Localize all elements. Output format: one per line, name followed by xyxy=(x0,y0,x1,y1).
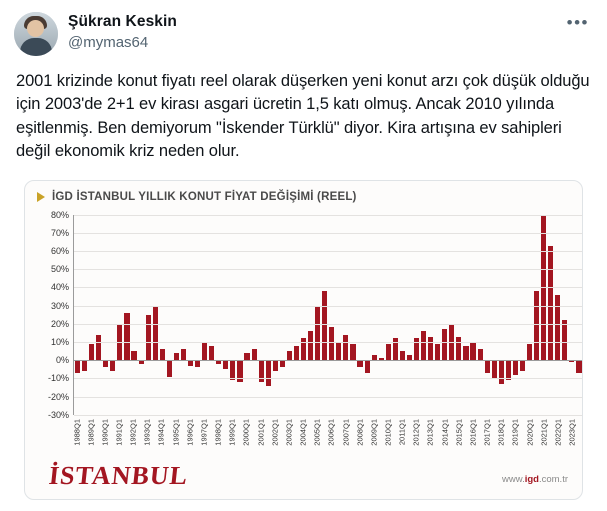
chart-bar xyxy=(322,291,327,360)
x-tick-label: 2021Q1 xyxy=(539,418,549,446)
x-tick-label: 2005Q1 xyxy=(312,418,322,446)
gridline xyxy=(74,215,583,216)
x-tick-label: 2002Q1 xyxy=(270,418,280,446)
y-tick-label: 50% xyxy=(50,264,69,275)
x-tick-label: 2016Q1 xyxy=(468,418,478,446)
chart-bar-column xyxy=(102,215,109,415)
chart-bar xyxy=(294,346,299,361)
x-tick-label: 2015Q1 xyxy=(454,418,464,446)
chart-bar-column xyxy=(272,215,279,415)
chart-bar-column xyxy=(88,215,95,415)
gridline xyxy=(74,415,583,416)
url-prefix: www. xyxy=(502,473,525,485)
chart-bar-column xyxy=(314,215,321,415)
x-tick-column xyxy=(158,417,165,465)
chart-bar xyxy=(230,360,235,380)
x-tick-label: 2012Q1 xyxy=(411,418,421,446)
chart-bar-column xyxy=(561,215,568,415)
chart-title-row xyxy=(37,191,570,203)
x-tick-label: 2019Q1 xyxy=(510,418,520,446)
x-tick-column xyxy=(101,417,108,465)
gridline xyxy=(74,324,583,325)
x-axis-labels xyxy=(73,417,583,465)
chart-bar xyxy=(527,344,532,360)
x-tick-column xyxy=(498,417,505,465)
chart-bar-column xyxy=(131,215,138,415)
chart-bar-column xyxy=(491,215,498,415)
chart-bar-column xyxy=(392,215,399,415)
gridline xyxy=(74,306,583,307)
x-tick-column xyxy=(229,417,236,465)
chart-bar xyxy=(315,306,320,361)
x-tick-label: 1999Q1 xyxy=(227,418,237,446)
chart-bar xyxy=(103,360,108,367)
y-tick-label: 10% xyxy=(50,336,69,347)
chart-title: İGD İSTANBUL YILLIK KONUT FİYAT DEĞİŞİMİ (REEL) xyxy=(52,190,357,203)
y-tick-label: 40% xyxy=(50,282,69,293)
x-tick-label: 2009Q1 xyxy=(369,418,379,446)
x-tick-label: 1996Q1 xyxy=(185,418,195,446)
chart-bar xyxy=(75,360,80,373)
x-tick-column xyxy=(526,417,533,465)
avatar[interactable] xyxy=(14,12,58,56)
chart-bar-column xyxy=(470,215,477,415)
x-tick-column xyxy=(115,417,122,465)
x-tick-column xyxy=(314,417,321,465)
chart-gridlines xyxy=(73,215,583,415)
x-tick-column xyxy=(200,417,207,465)
chart-bar-column xyxy=(434,215,441,415)
chart-bar-column xyxy=(441,215,448,415)
x-tick-label: 2010Q1 xyxy=(383,418,393,446)
chart-bar xyxy=(576,360,581,373)
triangle-marker-icon xyxy=(37,192,45,202)
chart-bar-column xyxy=(357,215,364,415)
x-tick-column xyxy=(285,417,292,465)
chart-bar xyxy=(506,360,511,380)
x-tick-column xyxy=(512,417,519,465)
x-tick-column xyxy=(172,417,179,465)
x-tick-column xyxy=(342,417,349,465)
x-tick-column xyxy=(215,417,222,465)
chart-bar xyxy=(492,360,497,378)
x-tick-label: 2000Q1 xyxy=(241,418,251,446)
y-tick-label: 60% xyxy=(50,246,69,257)
chart-bar-column xyxy=(342,215,349,415)
gridline xyxy=(74,287,583,288)
y-tick-label: 30% xyxy=(50,300,69,311)
avatar-face xyxy=(27,20,44,37)
gridline xyxy=(74,397,583,398)
chart-bar-column xyxy=(505,215,512,415)
x-tick-label: 2022Q1 xyxy=(553,418,563,446)
chart-bar xyxy=(202,342,207,360)
display-name[interactable]: Şükran Keskin xyxy=(68,13,177,30)
y-tick-label: -20% xyxy=(47,391,69,402)
y-tick-label: 0% xyxy=(55,355,69,366)
chart-bar-column xyxy=(519,215,526,415)
x-tick-label: 1991Q1 xyxy=(114,418,124,446)
chart-bar-column xyxy=(222,215,229,415)
x-tick-column xyxy=(73,417,80,465)
x-tick-column xyxy=(87,417,94,465)
gridline xyxy=(74,378,583,379)
chart-bar-column xyxy=(81,215,88,415)
x-tick-column xyxy=(576,417,583,465)
chart-bar-column xyxy=(512,215,519,415)
gridline xyxy=(74,269,583,270)
x-tick-column xyxy=(540,417,547,465)
chart-bar-column xyxy=(95,215,102,415)
avatar-body xyxy=(20,38,52,56)
chart-bar xyxy=(442,329,447,360)
x-tick-label: 1998Q1 xyxy=(213,418,223,446)
chart-bar-column xyxy=(265,215,272,415)
chart-bar-column xyxy=(194,215,201,415)
chart-bar-column xyxy=(286,215,293,415)
chart-bar xyxy=(534,291,539,360)
x-tick-label: 2017Q1 xyxy=(482,418,492,446)
chart-bar-column xyxy=(145,215,152,415)
chart-bar-column xyxy=(540,215,547,415)
chart-bar xyxy=(428,337,433,361)
x-tick-column xyxy=(300,417,307,465)
x-tick-label: 1997Q1 xyxy=(199,418,209,446)
x-tick-column xyxy=(399,417,406,465)
chart-bar-column xyxy=(236,215,243,415)
chart-bar xyxy=(343,335,348,360)
y-tick-label: 80% xyxy=(50,209,69,220)
y-tick-label: -10% xyxy=(47,373,69,384)
x-tick-column xyxy=(130,417,137,465)
chart-bar-column xyxy=(477,215,484,415)
chart-bar xyxy=(478,349,483,360)
chart-bar xyxy=(520,360,525,371)
tweet-text: 2001 krizinde konut fiyatı reel olarak düşerken yeni konut arzı çok düşük olduğu için 2003'de 2+1 ev kirası asgari ücretin 1,5 katı olmuş. Ancak 2010 yılında eşitlenmiş. Ben demiyorum "İskender Türklü" diyor. Kira artışına ev sahipleri değil ekonomik kriz neden olur. xyxy=(16,72,590,161)
chart-bar-column xyxy=(349,215,356,415)
x-tick-label: 1989Q1 xyxy=(86,418,96,446)
chart-bar-column xyxy=(251,215,258,415)
chart-bar-column xyxy=(215,215,222,415)
chart-bar xyxy=(421,331,426,360)
chart-bar-column xyxy=(201,215,208,415)
y-tick-label: -30% xyxy=(47,409,69,420)
chart-bar-column xyxy=(152,215,159,415)
x-tick-column xyxy=(441,417,448,465)
chart-bar-column xyxy=(328,215,335,415)
more-options-icon[interactable]: ••• xyxy=(566,13,589,32)
y-axis-labels xyxy=(37,209,71,420)
chart-bar xyxy=(273,360,278,371)
chart-bar xyxy=(223,360,228,369)
x-tick-label: 1988Q1 xyxy=(72,418,82,446)
chart-bar xyxy=(287,351,292,360)
chart-bar xyxy=(485,360,490,373)
chart-plot-area xyxy=(37,209,583,451)
chart-bar xyxy=(280,360,285,367)
chart-bar-column xyxy=(448,215,455,415)
chart-bar xyxy=(110,360,115,371)
chart-bar xyxy=(96,335,101,360)
chart-bar-column xyxy=(293,215,300,415)
chart-bar-column xyxy=(159,215,166,415)
chart-bar-column xyxy=(547,215,554,415)
x-tick-label: 1990Q1 xyxy=(100,418,110,446)
chart-bar xyxy=(329,327,334,360)
chart-bar-column xyxy=(364,215,371,415)
x-tick-label: 2013Q1 xyxy=(425,418,435,446)
chart-bar xyxy=(470,342,475,360)
x-tick-column xyxy=(484,417,491,465)
y-tick-label: 70% xyxy=(50,227,69,238)
chart-bar-column xyxy=(307,215,314,415)
chart-bar-column xyxy=(568,215,575,415)
x-tick-label: 1995Q1 xyxy=(171,418,181,446)
chart-bar-column xyxy=(406,215,413,415)
chart-bar-column xyxy=(258,215,265,415)
x-tick-label: 2006Q1 xyxy=(326,418,336,446)
chart-bar xyxy=(244,353,249,360)
chart-bar-column xyxy=(335,215,342,415)
chart-bar xyxy=(266,360,271,385)
x-tick-label: 2003Q1 xyxy=(284,418,294,446)
chart-bar-column xyxy=(378,215,385,415)
chart-bar xyxy=(174,353,179,360)
gridline xyxy=(74,342,583,343)
chart-bar xyxy=(181,349,186,360)
chart-bar-column xyxy=(533,215,540,415)
x-tick-column xyxy=(186,417,193,465)
x-tick-column xyxy=(427,417,434,465)
chart-bar xyxy=(357,360,362,367)
chart-bar-column xyxy=(462,215,469,415)
tweet-header xyxy=(14,12,593,56)
x-tick-label: 2018Q1 xyxy=(496,418,506,446)
chart-bar xyxy=(308,331,313,360)
x-tick-column xyxy=(356,417,363,465)
chart-bar-column xyxy=(321,215,328,415)
y-tick-label: 20% xyxy=(50,318,69,329)
chart-bar xyxy=(555,295,560,360)
chart-bar-column xyxy=(385,215,392,415)
x-tick-label: 2011Q1 xyxy=(397,418,407,445)
x-tick-label: 2007Q1 xyxy=(341,418,350,446)
chart-bar xyxy=(463,346,468,361)
chart-bar xyxy=(562,320,567,360)
chart-bar-column xyxy=(166,215,173,415)
chart-bar-column xyxy=(74,215,81,415)
zero-line xyxy=(74,360,583,361)
chart-bar-column xyxy=(371,215,378,415)
x-tick-column xyxy=(413,417,420,465)
chart-bar-column xyxy=(526,215,533,415)
chart-bar xyxy=(350,344,355,360)
url-suffix: .com.tr xyxy=(538,473,568,485)
x-tick-label: 1994Q1 xyxy=(156,418,166,446)
chart-bar xyxy=(146,315,151,360)
chart-bar xyxy=(209,346,214,361)
chart-bar-column xyxy=(300,215,307,415)
chart-bar xyxy=(400,351,405,360)
chart-bar xyxy=(386,344,391,360)
chart-bar-column xyxy=(109,215,116,415)
x-tick-column xyxy=(370,417,377,465)
user-names xyxy=(68,12,553,52)
chart-bar xyxy=(82,360,87,371)
x-tick-column xyxy=(384,417,391,465)
x-tick-label: 1992Q1 xyxy=(128,418,138,446)
chart-bar-column xyxy=(498,215,505,415)
chart-bar xyxy=(456,337,461,361)
chart-bar-column xyxy=(575,215,582,415)
chart-bar xyxy=(435,344,440,360)
chart-bar-column xyxy=(427,215,434,415)
chart-bars xyxy=(74,215,583,415)
x-tick-label: 2008Q1 xyxy=(355,418,365,446)
chart-bar-column xyxy=(208,215,215,415)
user-handle[interactable]: @mymas64 xyxy=(68,33,149,51)
chart-bar-column xyxy=(279,215,286,415)
url-brand: igd xyxy=(524,473,539,485)
chart-bar-column xyxy=(187,215,194,415)
chart-bar-column xyxy=(399,215,406,415)
chart-bar xyxy=(153,306,158,361)
x-tick-label: 2014Q1 xyxy=(440,418,450,446)
x-tick-column xyxy=(469,417,476,465)
chart-bar xyxy=(499,360,504,384)
chart-bar xyxy=(124,313,129,360)
chart-bar-column xyxy=(138,215,145,415)
chart-bar-column xyxy=(484,215,491,415)
x-tick-label: 1993Q1 xyxy=(142,418,152,446)
x-tick-column xyxy=(271,417,278,465)
chart-bar xyxy=(160,349,165,360)
chart-bar-column xyxy=(123,215,130,415)
x-tick-column xyxy=(455,417,462,465)
x-tick-label: 2001Q1 xyxy=(256,418,266,446)
chart-bar-column xyxy=(455,215,462,415)
chart-bar-column xyxy=(180,215,187,415)
chart-bar xyxy=(195,360,200,367)
chart-card xyxy=(24,180,583,500)
x-tick-label: 2023Q1 xyxy=(567,418,577,446)
x-tick-label: 2004Q1 xyxy=(298,418,308,446)
chart-bar-column xyxy=(244,215,251,415)
chart-bar xyxy=(252,349,257,360)
watermark xyxy=(47,460,190,490)
gridline xyxy=(74,251,583,252)
gridline xyxy=(74,233,583,234)
chart-bar xyxy=(167,360,172,376)
x-tick-column xyxy=(554,417,561,465)
x-tick-label: 2020Q1 xyxy=(525,418,535,446)
watermark-text: İSTANBUL xyxy=(47,460,190,490)
chart-bar xyxy=(336,342,341,360)
chart-bar xyxy=(365,360,370,373)
chart-bar xyxy=(89,344,94,360)
x-tick-column xyxy=(144,417,151,465)
chart-bar-column xyxy=(413,215,420,415)
chart-bar-column xyxy=(116,215,123,415)
chart-bar-column xyxy=(554,215,561,415)
source-url xyxy=(502,474,568,485)
chart-bar xyxy=(513,360,518,375)
chart-bar-column xyxy=(420,215,427,415)
chart-bar xyxy=(131,351,136,360)
x-tick-column xyxy=(328,417,335,465)
x-tick-column xyxy=(257,417,264,465)
x-tick-column xyxy=(568,417,575,465)
chart-bar-column xyxy=(173,215,180,415)
chart-bar-column xyxy=(229,215,236,415)
x-tick-column xyxy=(243,417,250,465)
